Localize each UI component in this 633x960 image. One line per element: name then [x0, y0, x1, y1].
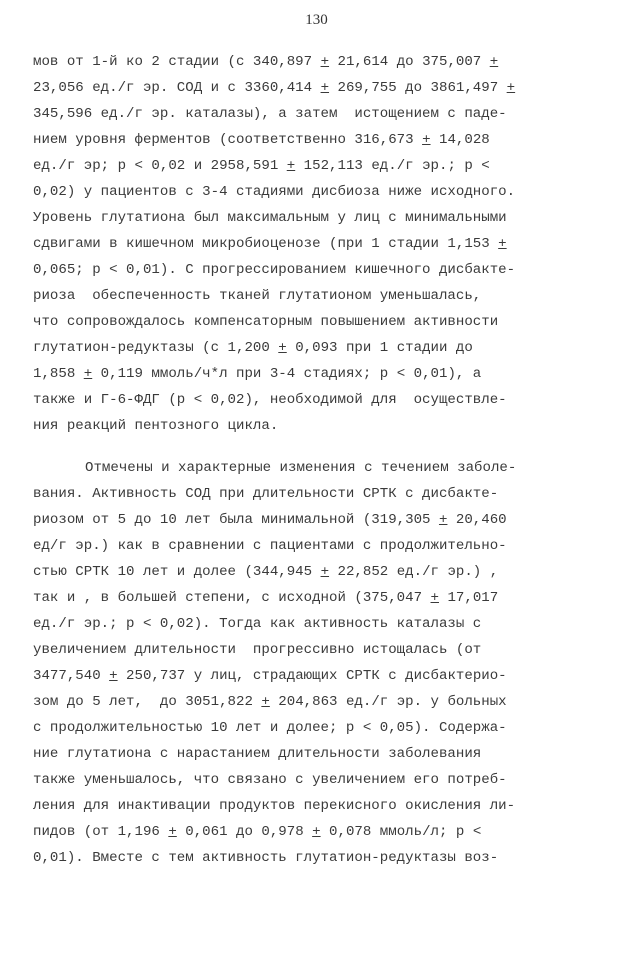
text-line: ния реакций пентозного цикла.: [33, 418, 279, 434]
text-line: нием уровня ферментов (соответственно 316,673 + 14,028: [33, 132, 490, 148]
text-line: ние глутатиона с нарастанием длительности заболевания: [33, 746, 482, 762]
text-line: также и Г-6-ФДГ (р < 0,02), необходимой для осуществле-: [33, 392, 507, 408]
text-line: с продолжительностью 10 лет и долее; р < 0,05). Содержа-: [33, 720, 507, 736]
text-line: риозом от 5 до 10 лет была минимальной (319,305 + 20,460: [33, 512, 507, 528]
plus-minus-sign: +: [109, 668, 118, 684]
text-line: риоза обеспеченность тканей глутатионом уменьшалась,: [33, 288, 482, 304]
text-line: сдвигами в кишечном микробиоценозе (при 1 стадии 1,153 +: [33, 236, 507, 252]
plus-minus-sign: +: [498, 236, 507, 252]
text-line: 3477,540 + 250,737 у лиц, страдающих СРТК с дисбактерио-: [33, 668, 507, 684]
text-line: так и , в большей степени, с исходной (375,047 + 17,017: [33, 590, 499, 606]
paragraph-first-line: Отмечены и характерные изменения с течением заболе-: [85, 460, 517, 476]
plus-minus-sign: +: [489, 54, 499, 70]
text-line: 345,596 ед./г эр. каталазы), а затем истощением с паде-: [33, 106, 507, 122]
plus-minus-sign: +: [320, 564, 330, 580]
plus-minus-sign: +: [83, 366, 93, 382]
text-line: мов от 1-й ко 2 стадии (с 340,897 + 21,614 до 375,007 +: [33, 54, 499, 70]
plus-minus-sign: +: [506, 80, 516, 96]
plus-minus-sign: +: [320, 80, 330, 96]
plus-minus-sign: +: [438, 512, 448, 528]
text-line: Уровень глутатиона был максимальным у лиц с минимальными: [33, 210, 507, 226]
text-line: ед/г эр.) как в сравнении с пациентами с продолжительно-: [33, 538, 507, 554]
text-line: ления для инактивации продуктов перекисного окисления ли-: [33, 798, 516, 814]
text-line: зом до 5 лет, до 3051,822 + 204,863 ед./г эр. у больных: [33, 694, 507, 710]
plus-minus-sign: +: [430, 590, 439, 606]
text-line: ед./г эр.; р < 0,02). Тогда как активность каталазы с: [33, 616, 482, 632]
text-line: пидов (от 1,196 + 0,061 до 0,978 + 0,078 ммоль/л; р <: [33, 824, 482, 840]
plus-minus-sign: +: [261, 694, 270, 710]
text-line: 23,056 ед./г эр. СОД и с 3360,414 + 269,755 до 3861,497 +: [33, 80, 516, 96]
plus-minus-sign: +: [168, 824, 177, 840]
text-line: что сопровождалось компенсаторным повышением активности: [33, 314, 499, 330]
plus-minus-sign: +: [422, 132, 431, 148]
text-line: 1,858 + 0,119 ммоль/ч*л при 3-4 стадиях; р < 0,01), а: [33, 366, 482, 382]
text-line: глутатион-редуктазы (с 1,200 + 0,093 при 1 стадии до: [33, 340, 473, 356]
text-line: также уменьшалось, что связано с увеличением его потреб-: [33, 772, 507, 788]
text-line: 0,065; р < 0,01). С прогрессированием кишечного дисбакте-: [33, 262, 516, 278]
text-line: ед./г эр; р < 0,02 и 2958,591 + 152,113 ед./г эр.; р <: [33, 158, 490, 174]
plus-minus-sign: +: [320, 54, 330, 70]
text-line: вания. Активность СОД при длительности СРТК с дисбакте-: [33, 486, 499, 502]
plus-minus-sign: +: [312, 824, 321, 840]
text-line: 0,01). Вместе с тем активность глутатион-редуктазы воз-: [33, 850, 499, 866]
page-number: 130: [305, 12, 328, 28]
plus-minus-sign: +: [286, 158, 296, 174]
text-line: увеличением длительности прогрессивно истощалась (от: [33, 642, 482, 658]
plus-minus-sign: +: [278, 340, 287, 356]
text-line: стью СРТК 10 лет и долее (344,945 + 22,852 ед./г эр.) ,: [33, 564, 499, 580]
text-line: 0,02) у пациентов с 3-4 стадиями дисбиоза ниже исходного.: [33, 184, 516, 200]
